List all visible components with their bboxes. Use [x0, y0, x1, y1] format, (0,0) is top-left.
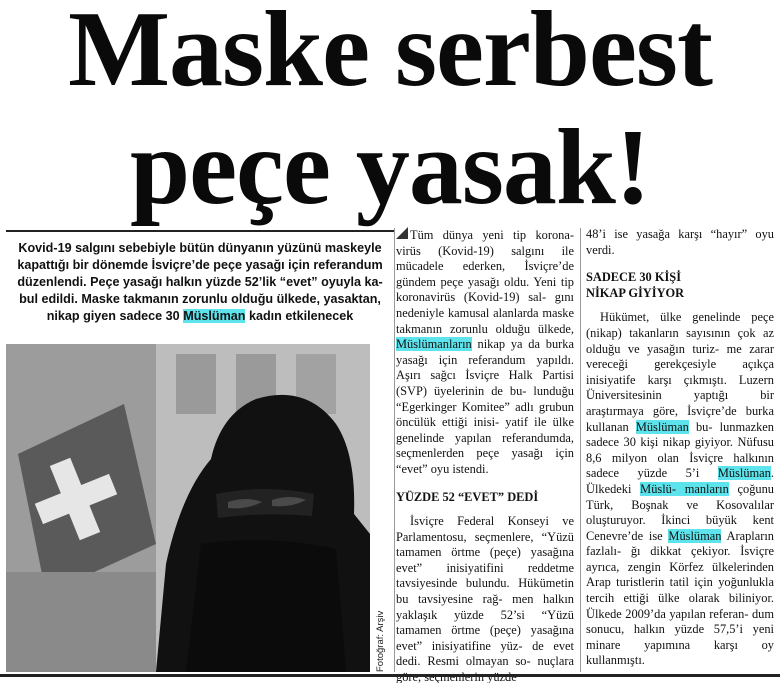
column1-paragraph-2: İsviçre Federal Konseyi ve Parlamentosu, seçmenlere, “Yüzü tamamen örtme (peçe) yasağına evet” inisiyatifini reddetme tavsiyesinde bulundu. Hükümetin bu tavsiyesine rağ- men halkın yaklaşık yüzde 52’si “Yüzü tamamen örtme (peçe) yasağına evet” inisiyatifine yüz- de evet dedi. Resmi olmayan so- nuçlara — [396, 514, 574, 669]
column-divider-1 — [394, 228, 395, 672]
lead-paragraph — [6, 240, 394, 325]
article-column-1 — [396, 227, 574, 683]
article-photo — [6, 344, 370, 672]
lead-line: düzenlendi. Peçe yasağı halkın yüzde 52’lik “evet” oyuyla ka- — [17, 275, 383, 289]
highlighted-word: Müslüman — [635, 419, 689, 434]
lead-top-rule — [6, 230, 394, 232]
column-divider-2 — [580, 228, 581, 672]
column1-paragraph-1: Tüm dünya yeni tip korona- virüs (Kovid-19) salgını ile mücadele ederken, İsviçre’de gündem peçe yasağı oldu. Yeni tip koronavirüs (Kovid-19) sal- gını nedeniyle kamusal alanlarda maske takmanın zorunlu olduğu ülkede, Müslümanların nikap ya da burka yasağı için referandum yapıldı. Aşırı sağcı İsviçre Halk Partisi (SVP) üyelerinin de bu- lunduğu “Egerkinger Komitee” adlı grubun öncülük ettiği inisi- yatif ile ülke genelinde yapılan referandumda, seçmenlerden peçe yasağı için “evet” oyu istendi. — [396, 228, 574, 476]
headline-line-2: peçe yasak! — [130, 108, 650, 227]
column2-paragraph-0: 48’i ise yasağa karşı “hayır” oyu verdi. — [586, 227, 774, 257]
lead-line: bul edildi. Maske takmanın zorunlu olduğu ülkede, yasaktan, — [19, 292, 381, 306]
section-heading: YÜZDE 52 “EVET” DEDİ — [396, 489, 539, 504]
highlighted-word: Müslüman — [717, 466, 771, 481]
lead-line: Kovid-19 salgını sebebiyle bütün dünyanın yüzünü maskeyle — [18, 241, 382, 255]
photo-illustration — [6, 344, 370, 672]
paragraph-start-triangle-icon — [396, 227, 408, 239]
highlighted-word: Müslü- manların — [640, 481, 729, 496]
highlighted-word: Müslümanların — [396, 337, 472, 352]
bottom-rule — [0, 674, 780, 677]
highlighted-word: Müslüman — [668, 528, 722, 543]
photo-credit: Fotoğraf: Arşiv — [375, 610, 386, 672]
section-heading: SADECE 30 KİŞİ NİKAP GİYİYOR — [586, 270, 685, 300]
column2-paragraph-1: Hükümet, ülke genelinde peçe (nikap) takanların sayısının çok az olduğu ve yasağın turiz- me zarar vereceği gerekçesiyle açıkça inisiyatife karşı çıkmıştı. Luzern Üniversitesinin yaptığı bir araştırmaya göre, İsviçre’de burka kullanan Müslüman bu- lunmazken sadece 30 kişi nikap giyiyor. Nüfusu 8,6 milyon olan İsviçre halkının sadece yüzde 5’i Müslüman. Ülkedeki Müslü- manların çoğunu Türk, Boşnak ve Kosovalılar oluşturuyor. İkinci büyük kent Cenevre’de ise Müslüman Arapların fazlalı- ğı dikkat çekiyor. İsviçre ayrıca, zengin Körfez ülkelerinden Arap turistlerin tatil için yoğunlukla tercih ettiği ülke olarak biliniyor. Ülkede 2009’da yapılan referan- dum sonucu, halkın yüzde 57,5’i yeni minare yapımına karşı oy kullanmıştı. — [586, 310, 775, 668]
article-column-2 — [586, 227, 774, 669]
headline-line-1: Maske serbest — [68, 0, 712, 109]
highlighted-word: Müslüman — [183, 309, 246, 323]
lead-line: nikap giyen sadece 30 Müslüman kadın etkilenecek — [46, 309, 354, 323]
lead-line: kapattığı bir dönemde İsviçre’de peçe yasağı için referandum — [17, 258, 383, 272]
